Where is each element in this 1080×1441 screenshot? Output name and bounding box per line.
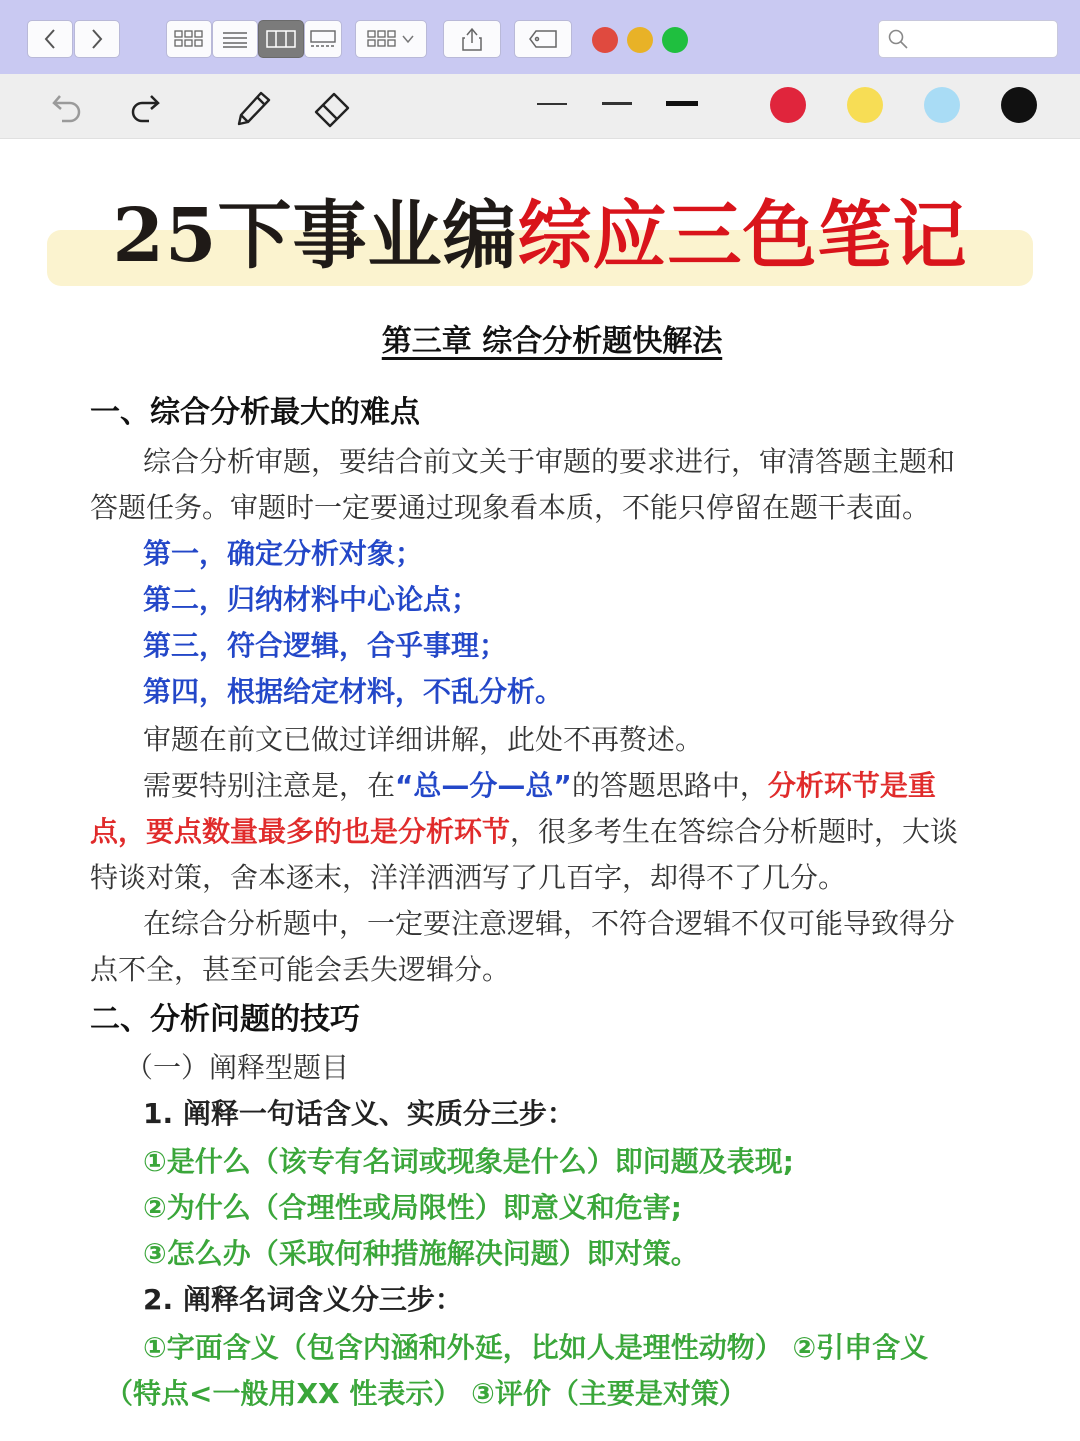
share-icon: [460, 26, 484, 52]
green-point: ③怎么办（采取何种措施解决问题）即对策。: [143, 1237, 699, 1270]
undo-icon: [50, 92, 86, 124]
thin-stroke-option[interactable]: [537, 103, 567, 105]
red-color-option[interactable]: [770, 87, 806, 123]
green-point: （特点<一般用XX 性表示） ③评价（主要是对策）: [105, 1377, 747, 1410]
red-span: 分析环节是重: [767, 769, 936, 802]
paragraph-line: 特谈对策，舍本逐末，洋洋洒洒写了几百字，却得不了几分。: [90, 861, 847, 894]
paragraph-line: 在综合分析题中，一定要注意逻辑，不符合逻辑不仅可能导致得分: [143, 907, 956, 940]
item-heading-1: 1. 阐释一句话含义、实质分三步：: [143, 1097, 575, 1130]
pen-tool-button[interactable]: [233, 88, 273, 128]
eraser-tool-button[interactable]: [312, 88, 352, 128]
blue-span: “总—分—总”: [395, 769, 572, 802]
redo-button[interactable]: [125, 88, 165, 128]
search-icon: [887, 28, 909, 50]
column-view-button[interactable]: [258, 20, 304, 58]
green-point: ②为什么（合理性或局限性）即意义和危害;: [143, 1191, 682, 1224]
section-heading-2: 二、分析问题的技巧: [90, 1002, 360, 1037]
black-color-option[interactable]: [1001, 87, 1037, 123]
tag-icon: [528, 29, 558, 49]
paragraph-line: 综合分析审题，要结合前文关于审题的要求进行，审清答题主题和: [143, 445, 956, 478]
chapter-heading: 第三章 综合分析题快解法: [381, 324, 723, 359]
blue-point-1: 第一，确定分析对象；: [143, 537, 424, 570]
column-view-icon: [266, 30, 296, 48]
group-grid-icon: [367, 30, 397, 48]
blue-point-4: 第四，根据给定材料，不乱分析。: [143, 675, 564, 708]
text-span: 需要特别注意是，在: [143, 769, 396, 802]
pencil-icon: [233, 88, 273, 128]
list-view-icon: [222, 30, 248, 48]
paragraph-line: 审题在前文已做过详细讲解，此处不再赘述。: [143, 723, 704, 756]
green-point: ①是什么（该专有名词或现象是什么）即问题及表现;: [143, 1145, 794, 1178]
chevron-down-icon: [401, 34, 415, 44]
paragraph-line: 点不全，甚至可能会丢失逻辑分。: [90, 953, 511, 986]
blue-point-2: 第二，归纳材料中心论点；: [143, 583, 480, 616]
minimize-window-dot[interactable]: [627, 27, 653, 53]
paragraph-line: [143, 763, 936, 809]
back-button[interactable]: [27, 20, 73, 58]
gallery-view-button[interactable]: [304, 20, 342, 58]
pen-toolbar: [0, 74, 1080, 139]
text-span: ，很多考生在答综合分析题时，大谈: [510, 815, 959, 848]
section-heading-1: 一、综合分析最大的难点: [90, 395, 420, 430]
green-point: ①字面含义（包含内涵和外延，比如人是理性动物） ②引申含义: [143, 1331, 929, 1364]
group-by-dropdown[interactable]: [355, 20, 427, 58]
paragraph-line: [90, 809, 958, 855]
chevron-right-icon: [90, 28, 104, 50]
item-heading-2: 2. 阐释名词含义分三步：: [143, 1283, 463, 1316]
tag-button[interactable]: [514, 20, 572, 58]
text-span: 的答题思路中，: [571, 769, 768, 802]
list-view-button[interactable]: [212, 20, 258, 58]
page-title: [0, 186, 1080, 286]
close-window-dot[interactable]: [592, 27, 618, 53]
yellow-color-option[interactable]: [847, 87, 883, 123]
title-black-part: 25下事业编: [112, 193, 518, 279]
eraser-icon: [312, 88, 352, 128]
title-red-part: 综应三色笔记: [517, 193, 968, 279]
chevron-left-icon: [43, 28, 57, 50]
red-span: 点，要点数量最多的也是分析环节: [90, 815, 511, 848]
thick-stroke-option[interactable]: [666, 101, 698, 106]
light-blue-color-option[interactable]: [924, 87, 960, 123]
grid-view-button[interactable]: [166, 20, 212, 58]
blue-point-3: 第三，符合逻辑，合乎事理；: [143, 629, 508, 662]
redo-icon: [127, 92, 163, 124]
medium-stroke-option[interactable]: [602, 102, 632, 105]
paragraph-line: 答题任务。审题时一定要通过现象看本质，不能只停留在题干表面。: [90, 491, 931, 524]
gallery-view-icon: [309, 30, 337, 48]
undo-button[interactable]: [48, 88, 88, 128]
maximize-window-dot[interactable]: [662, 27, 688, 53]
share-button[interactable]: [443, 20, 501, 58]
search-input[interactable]: [878, 20, 1058, 58]
top-toolbar: [0, 0, 1080, 74]
subsection-heading: （一）阐释型题目: [125, 1051, 350, 1084]
forward-button[interactable]: [74, 20, 120, 58]
grid-view-icon: [174, 30, 204, 48]
